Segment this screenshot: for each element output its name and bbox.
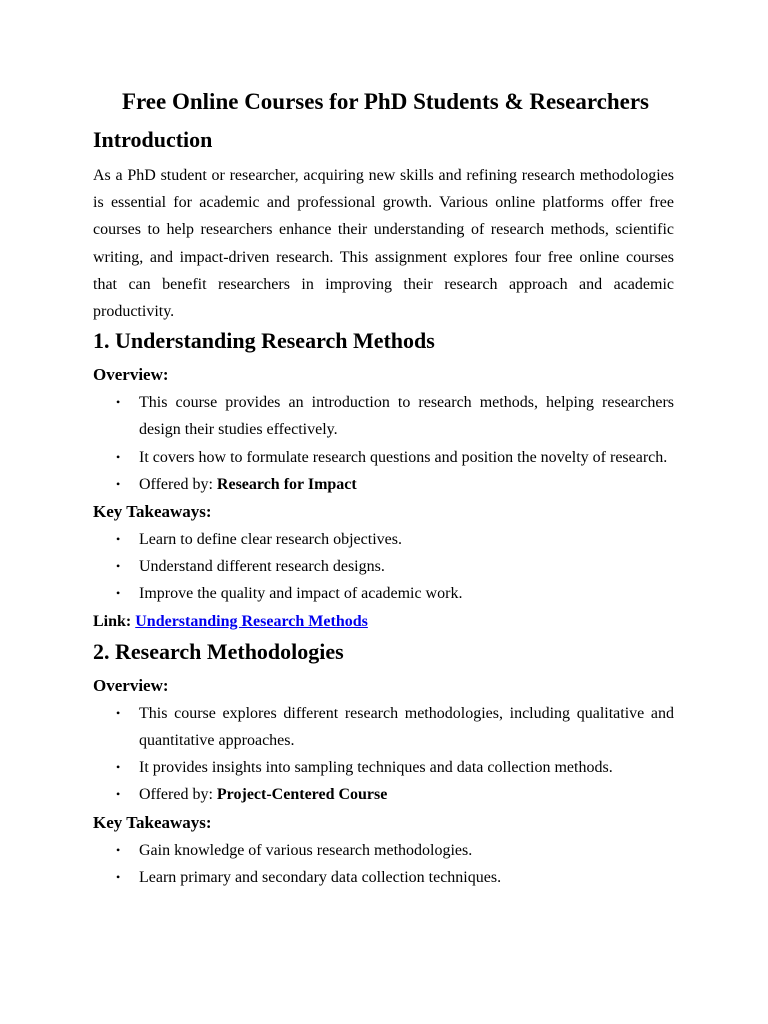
bullet-icon: • (116, 586, 121, 601)
list-item (116, 781, 674, 808)
list-item-text: Gain knowledge of various research methodologies. (139, 841, 473, 859)
offered-by-prefix: Offered by: (139, 786, 217, 804)
bullet-icon: • (116, 787, 121, 802)
list-item-text: This course explores different research methodologies, including qualitative and quantitative approaches. (139, 704, 674, 750)
list-item-text: It covers how to formulate research questions and position the novelty of research. (139, 448, 668, 466)
list-item (116, 389, 674, 443)
bullet-icon: • (116, 532, 121, 547)
list-item (116, 580, 674, 607)
list-item (116, 754, 674, 781)
list-item-text: This course provides an introduction to research methods, helping researchers design their studies effectively. (139, 394, 674, 439)
link-label: Link: (93, 612, 136, 630)
section1-takeaways-list (93, 526, 674, 608)
bullet-icon: • (116, 705, 121, 720)
section2-overview-list (93, 700, 674, 809)
bullet-icon: • (116, 760, 121, 775)
offered-by-prefix: Offered by: (139, 475, 217, 493)
offered-by-value: Project-Centered Course (216, 786, 388, 804)
intro-heading: Introduction (93, 127, 213, 152)
offered-by-value: Research for Impact (216, 475, 357, 493)
list-item (116, 444, 674, 471)
bullet-icon: • (116, 869, 121, 884)
bullet-icon: • (116, 559, 121, 574)
list-item-text: Learn primary and secondary data collection techniques. (139, 868, 502, 886)
section2-overview-heading: Overview: (93, 675, 169, 695)
list-item (116, 526, 674, 553)
course-link[interactable]: Understanding Research Methods (135, 612, 368, 630)
section2-takeaways-list (93, 837, 674, 891)
bullet-icon: • (116, 395, 121, 410)
list-item-text: Improve the quality and impact of academic work. (139, 585, 463, 603)
list-item (116, 864, 674, 891)
list-item (116, 471, 674, 498)
list-item (116, 837, 674, 864)
section1-heading: 1. Understanding Research Methods (93, 328, 435, 354)
bullet-icon: • (116, 476, 121, 491)
list-item (116, 700, 674, 754)
list-item-text: Learn to define clear research objectives. (139, 531, 402, 549)
section2-takeaways-heading: Key Takeaways: (93, 812, 212, 832)
document-title: Free Online Courses for PhD Students & Researchers (121, 89, 650, 114)
section1-takeaways-heading: Key Takeaways: (93, 502, 212, 522)
section1-overview-heading: Overview: (93, 365, 169, 385)
section1-overview-list (93, 389, 674, 498)
list-item-text: It provides insights into sampling techniques and data collection methods. (139, 759, 613, 777)
section2-heading: 2. Research Methodologies (93, 638, 344, 664)
bullet-icon: • (116, 449, 121, 464)
list-item (116, 553, 674, 580)
section1-link-line (93, 608, 674, 635)
list-item-text: Understand different research designs. (139, 558, 385, 576)
bullet-icon: • (116, 842, 121, 857)
intro-paragraph: As a PhD student or researcher, acquiring new skills and refining research methodologies is essential for academic and professional growth. Various online platforms offer free courses to help researchers enhance their understanding of research methods, scientific writing, and impact-driven research. This assignment explores four free online courses that can benefit researchers in improving their research approach and academic productivity. (93, 167, 674, 321)
